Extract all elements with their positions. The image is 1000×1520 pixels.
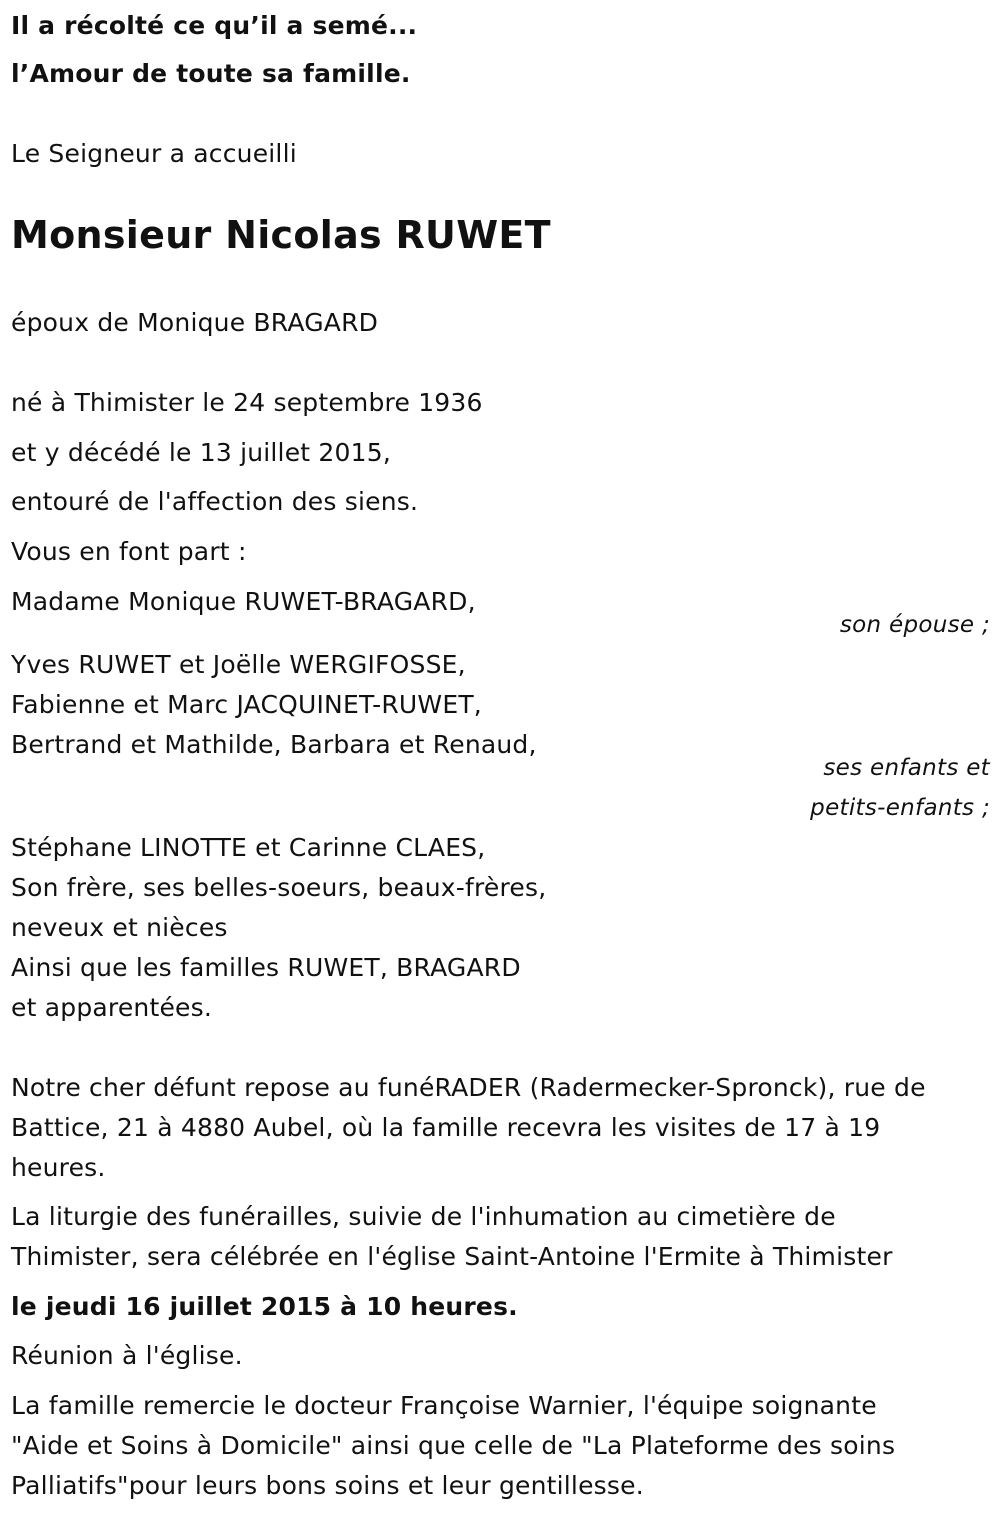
spouse-line: époux de Monique BRAGARD bbox=[11, 308, 379, 337]
thanks-line: "Aide et Soins à Domicile" ainsi que celle de "La Plateforme des soins bbox=[11, 1431, 896, 1460]
child-line: Fabienne et Marc JACQUINET-RUWET, bbox=[11, 690, 482, 719]
thanks-line: La famille remercie le docteur Françoise Warnier, l'équipe soignante bbox=[11, 1391, 877, 1420]
ceremony-date: le jeudi 16 juillet 2015 à 10 heures. bbox=[11, 1292, 518, 1321]
repose-line: Notre cher défunt repose au funéRADER (Radermecker-Spronck), rue de bbox=[11, 1073, 926, 1102]
surrounded-line: entouré de l'affection des siens. bbox=[11, 487, 419, 516]
announce-line: Vous en font part : bbox=[11, 537, 247, 566]
children-role-line-1: ses enfants et bbox=[823, 755, 990, 781]
thanks-line: Palliatifs"pour leurs bons soins et leur gentillesse. bbox=[11, 1471, 644, 1500]
relatives-line: Ainsi que les familles RUWET, BRAGARD bbox=[11, 953, 521, 982]
intro-line: Le Seigneur a accueilli bbox=[11, 139, 297, 168]
relatives-line: et apparentées. bbox=[11, 993, 212, 1022]
children-role-line-2: petits-enfants ; bbox=[810, 795, 990, 821]
epigraph-line-2: l’Amour de toute sa famille. bbox=[11, 59, 411, 88]
widow-name: Madame Monique RUWET-BRAGARD, bbox=[11, 587, 476, 616]
liturgy-line: Thimister, sera célébrée en l'église Saint-Antoine l'Ermite à Thimister bbox=[11, 1242, 893, 1271]
birth-line: né à Thimister le 24 septembre 1936 bbox=[11, 388, 483, 417]
epigraph-line-1: Il a récolté ce qu’il a semé... bbox=[11, 11, 418, 40]
repose-line: Battice, 21 à 4880 Aubel, où la famille recevra les visites de 17 à 19 bbox=[11, 1113, 881, 1142]
meeting-line: Réunion à l'église. bbox=[11, 1341, 243, 1370]
child-line: Bertrand et Mathilde, Barbara et Renaud, bbox=[11, 730, 537, 759]
death-line: et y décédé le 13 juillet 2015, bbox=[11, 438, 392, 467]
relatives-line: Son frère, ses belles-soeurs, beaux-frères, bbox=[11, 873, 547, 902]
relatives-line: Stéphane LINOTTE et Carinne CLAES, bbox=[11, 833, 486, 862]
widow-role: son épouse ; bbox=[839, 612, 990, 638]
relatives-line: neveux et nièces bbox=[11, 913, 228, 942]
deceased-name: Monsieur Nicolas RUWET bbox=[11, 213, 551, 257]
repose-line: heures. bbox=[11, 1153, 106, 1182]
liturgy-line: La liturgie des funérailles, suivie de l'inhumation au cimetière de bbox=[11, 1202, 836, 1231]
child-line: Yves RUWET et Joëlle WERGIFOSSE, bbox=[11, 650, 466, 679]
